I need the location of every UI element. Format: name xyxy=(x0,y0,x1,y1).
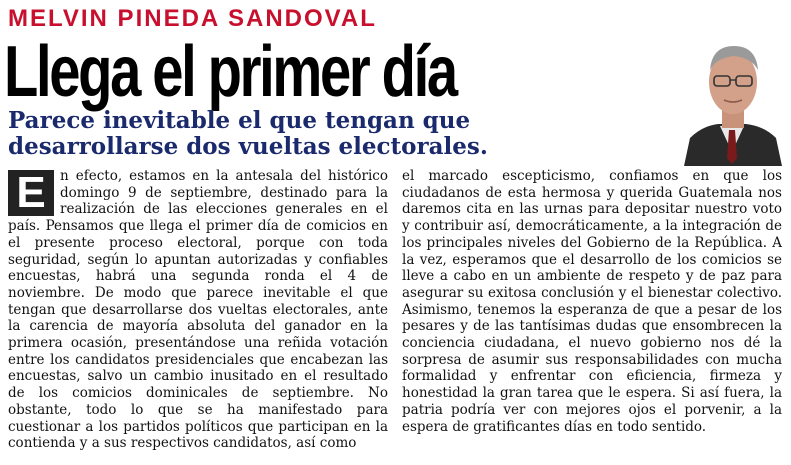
headline: Llega el primer día xyxy=(4,32,456,112)
author-photo xyxy=(682,30,782,166)
subheadline: Parece inevitable el que tengan que desarrollarse dos vueltas electorales. xyxy=(8,107,488,160)
article-column-2 xyxy=(402,168,782,435)
article-text-column-2: el marcado escepticismo, confiamos en que los ciudadanos de esta hermosa y querida Guatemala nos daremos cita en las urnas para depositar nuestro voto y contribuir así, democráticamente, a la integración de los principales niveles del Gobierno de la República. A la vez, esperamos que el desarrollo de los comicios se lleve a cabo en un ambiente de respeto y de paz para asegurar su exitosa conclusión y el bienestar colectivo. Asimismo, tenemos la esperanza de que a pesar de los pesares y de las tantísimas dudas que ensombrecen la conciencia ciudadana, el nuevo gobierno nos dé la sorpresa de asumir sus responsabilidades con mucha formalidad y enfrentar con eficiencia, firmeza y honestidad la gran tarea que le espera. Si así fuera, la patria podría ver con mejores ojos el porvenir, a la espera de gratificantes días en todo sentido. xyxy=(402,168,782,435)
author-portrait-icon xyxy=(682,30,782,166)
article-text-column-1: n efecto, estamos en la antesala del histórico domingo 9 de septiembre, destinado para la realización de las elecciones generales en el país. Pensamos que llega el primer día de comicios en el presente proceso electoral, porque con toda seguridad, según lo apuntan autorizadas y confiables encuestas, habrá una segunda ronda el 4 de noviembre. De modo que parece inevitable el que tengan que desarrollarse dos vueltas electorales, ante la carencia de mayoría absoluta del ganador en la primera ocasión, presentándose una reñida votación entre los candidatos presidenciales que encabezan las encuestas, salvo un cambio inusitado en el resultado de los comicios dominicales de septiembre. No obstante, todo lo que se ha manifestado para cuestionar a los partidos políticos que participan en la contienda y a sus respectivos candidatos, así como xyxy=(8,168,388,452)
drop-cap: E xyxy=(8,170,54,216)
author-byline: MELVIN PINEDA SANDOVAL xyxy=(8,5,377,32)
article-column-1 xyxy=(8,168,388,452)
